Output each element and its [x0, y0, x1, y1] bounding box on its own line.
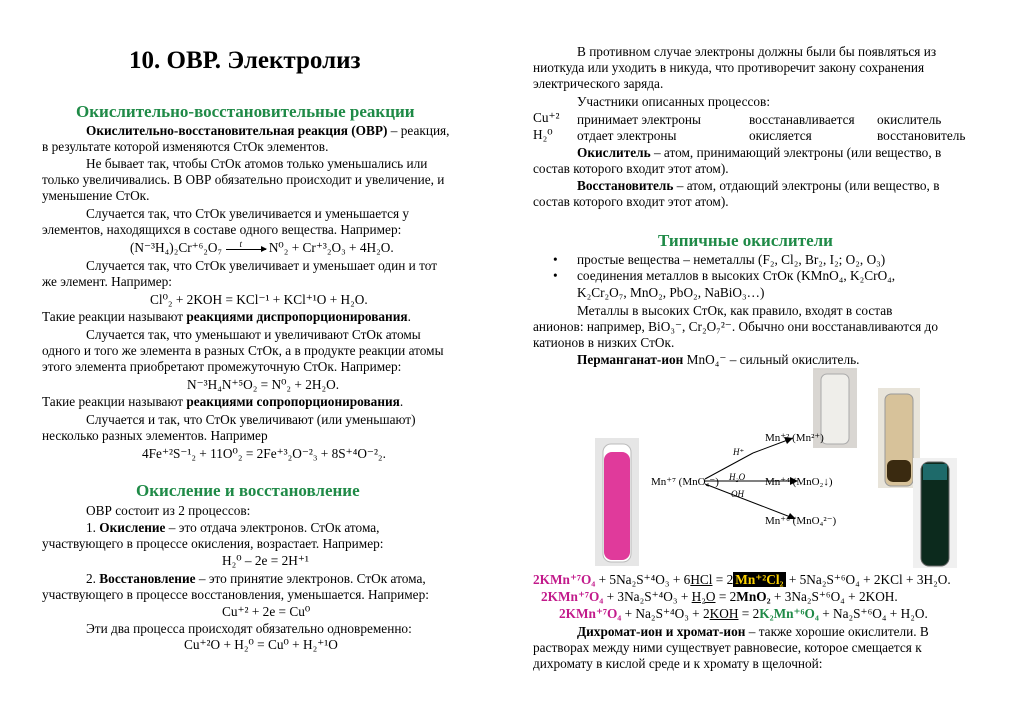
paragraph-line: же элемент. Например: — [42, 274, 173, 289]
paragraph-line: участвующего в процессе окисления, возрастает. Например: — [42, 536, 384, 551]
paragraph-line: Случается так, что уменьшают и увеличивают СтОк атомы — [86, 327, 421, 342]
paragraph-line: ОВР состоит из 2 процессов: — [86, 503, 251, 518]
diagram-label-neutral: H₂O — [729, 472, 746, 482]
bullet-item: простые вещества – неметаллы (F₂, Cl₂, Br₂, I₂; O₂, O₃) — [577, 252, 886, 267]
equation-4: 4Fe⁺²S⁻¹₂ + 11O⁰₂ = 2Fe⁺³₂O⁻²₃ + 8S⁺⁴O⁻²₂. — [142, 446, 386, 461]
paragraph-line: Дихромат-ион и хромат-ион – также хорошие окислители. В — [577, 624, 929, 639]
diagram-product-base: Mn⁺⁶ (MnO₄²⁻) — [765, 515, 837, 527]
bullet-icon: • — [553, 268, 558, 283]
diagram-label-acid: H⁺ — [733, 447, 745, 457]
participant-row-process: окисляется — [749, 128, 812, 143]
bullet-item: соединения металлов в высоких СтОк (KMnO₄, K₂CrO₄, — [577, 268, 896, 283]
diagram-label-base: OH — [731, 489, 744, 499]
paragraph-line: Эти два процесса происходят обязательно одновременно: — [86, 621, 412, 636]
bullet-icon: • — [553, 252, 558, 267]
paragraph-line: состав которого входит этот атом). — [533, 161, 729, 176]
diagram-product-acid: Mn⁺² (Mn²⁺) — [765, 432, 824, 444]
reaction-arrow-icon: t — [226, 247, 266, 250]
paragraph-line: одного и того же элемента в разных СтОк, а в продукте реакции атомы — [42, 343, 444, 358]
section-heading-redox: Окислительно-восстановительные реакции — [76, 102, 415, 121]
equation-base: 2KMn⁺⁷O₄ + Na₂S⁺⁴O₃ + 2KOH = 2K₂Mn⁺⁶O₄ + Na₂S⁺⁶O₄ + H₂O. — [559, 606, 928, 621]
paragraph-line: этого элемента приобретают промежуточную СтОк. Например: — [42, 359, 402, 374]
definition-term: Окислительно-восстановительная реакция (ОВР) — [86, 123, 388, 138]
equation-7: Cu⁺²O + H₂⁰ = Cu⁰ + H₂⁺¹O — [184, 637, 338, 652]
paragraph-line: Перманганат-ион MnO₄⁻ – сильный окислитель. — [577, 352, 860, 367]
diagram-center-label: Mn⁺⁷ (MnO₄⁻) — [651, 476, 719, 488]
paragraph-line: Такие реакции называют реакциями сопропорционирования. — [42, 394, 404, 409]
paragraph-line: В противном случае электроны должны были бы появляться из — [577, 44, 937, 59]
paragraph-line: дихромату в кислой среде и к хромату в щелочной: — [533, 656, 823, 671]
equation-acid: 2KMn⁺⁷O₄ + 5Na₂S⁺⁴O₃ + 6HCl = 2 Mn⁺²Cl₂ + 5Na₂S⁺⁶O₄ + 2KCl + 3H₂O. — [533, 572, 951, 587]
participant-row-species: Cu⁺² — [533, 110, 560, 125]
participant-row-process: восстанавливается — [749, 112, 855, 127]
permanganate-diagram — [593, 368, 983, 570]
paragraph-line: только увеличивались. В ОВР обязательно происходит и увеличение, и — [42, 172, 445, 187]
paragraph-line: 2. Восстановление – это принятие электронов. СтОк атома, — [86, 571, 426, 586]
paragraph-line: анионов: например, BiO₃⁻, Cr₂O₇²⁻. Обычно они восстанавливаются до — [533, 319, 938, 334]
section-heading-oxidation: Окисление и восстановление — [136, 481, 360, 500]
section-heading-oxidizers: Типичные окислители — [658, 231, 833, 250]
equation-5: H₂⁰ – 2e = 2H⁺¹ — [222, 553, 309, 568]
participant-row-role: восстановитель — [877, 128, 966, 143]
paragraph-line: участвующего в процессе восстановления, уменьшается. Например: — [42, 587, 429, 602]
definition-line-1: Окислительно-восстановительная реакция (ОВР) – реакция, — [86, 123, 450, 138]
equation-1: (N⁻³H₄)₂Cr⁺⁶₂O₇ t N⁰₂ + Cr⁺³₂O₃ + 4H₂O. — [130, 239, 394, 255]
paragraph-line: Участники описанных процессов: — [577, 94, 771, 109]
bullet-item: K₂Cr₂O₇, MnO₂, PbO₂, NaBiO₃…) — [577, 285, 765, 300]
page-title: 10. ОВР. Электролиз — [129, 47, 361, 74]
equation-2: Cl⁰₂ + 2KOH = KCl⁻¹ + KCl⁺¹O + H₂O. — [150, 292, 368, 307]
paragraph-line: растворах между ними существует равновесие, которое смещается к — [533, 640, 922, 655]
diagram-product-neutral: Mn⁺⁴ (MnO₂↓) — [765, 476, 833, 488]
paragraph-line: элементов, находящихся в составе одного вещества. Например: — [42, 222, 402, 237]
paragraph-line: электрического заряда. — [533, 76, 664, 91]
paragraph-line: Металлы в высоких СтОк, как правило, входят в состав — [577, 303, 893, 318]
paragraph-line: Восстановитель – атом, отдающий электроны (или вещество, в — [577, 178, 940, 193]
paragraph-line: Случается и так, что СтОк увеличивают (или уменьшают) — [86, 412, 416, 427]
paragraph-line: состав которого входит этот атом). — [533, 194, 729, 209]
paragraph-line: Такие реакции называют реакциями диспропорционирования. — [42, 309, 411, 324]
paragraph-line: ниоткуда или уходить в никуда, что противоречит закону сохранения — [533, 60, 925, 75]
paragraph-line: 1. Окисление – это отдача электронов. СтОк атома, — [86, 520, 380, 535]
paragraph-line: Случается так, что СтОк увеличивается и уменьшается у — [86, 206, 410, 221]
equation-3: N⁻³H₄N⁺⁵O₂ = N⁰₂ + 2H₂O. — [187, 377, 340, 392]
equation-neutral: 2KMn⁺⁷O₄ + 3Na₂S⁺⁴O₃ + H₂O = 2MnO₂ + 3Na₂S⁺⁶O₄ + 2KOH. — [541, 589, 898, 604]
paragraph-line: уменьшение СтОк. — [42, 188, 150, 203]
participant-row-action: принимает электроны — [577, 112, 701, 127]
paragraph-line: катионов в низких СтОк. — [533, 335, 675, 350]
paragraph-line: Окислитель – атом, принимающий электроны (или вещество, в — [577, 145, 942, 160]
participant-row-species: H₂⁰ — [533, 127, 553, 142]
equation-6: Cu⁺² + 2e = Cu⁰ — [222, 604, 311, 619]
paragraph-line: несколько разных элементов. Например — [42, 428, 268, 443]
definition-line-2: в результате которой изменяются СтОк элементов. — [42, 139, 329, 154]
participant-row-action: отдает электроны — [577, 128, 677, 143]
paragraph-line: Случается так, что СтОк увеличивает и уменьшает один и тот — [86, 258, 438, 273]
paragraph-line: Не бывает так, чтобы СтОк атомов только уменьшались или — [86, 156, 428, 171]
participant-row-role: окислитель — [877, 112, 942, 127]
